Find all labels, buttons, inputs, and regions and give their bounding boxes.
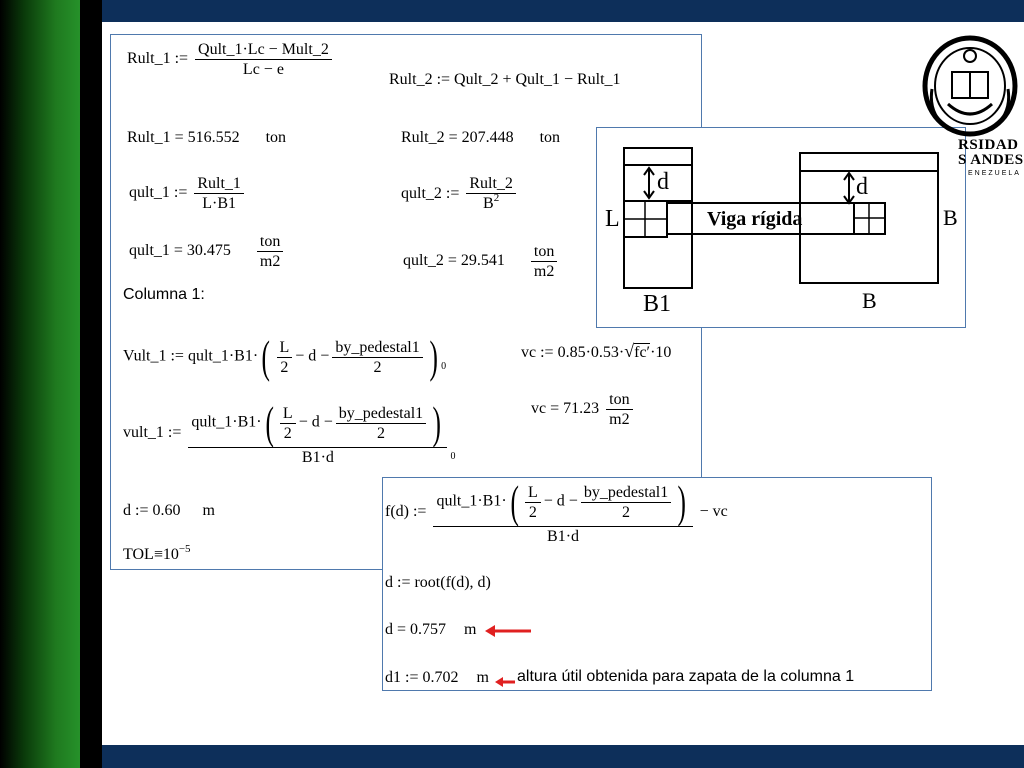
d-def-text: d := 0.60 xyxy=(123,502,181,519)
red-arrow-small-icon xyxy=(495,676,517,688)
red-arrow-icon xyxy=(485,624,533,638)
vult-small-denominator: B1·d xyxy=(301,449,334,466)
half-den: 2 xyxy=(528,503,537,521)
pedestal-fraction xyxy=(336,405,426,442)
vc-value-text: vc = 71.23 xyxy=(531,400,600,418)
half-den: 2 xyxy=(283,424,292,442)
qult1-unit-num: ton xyxy=(257,233,283,252)
rult2-unit: ton xyxy=(539,129,561,146)
logo-text-line2: S ANDES xyxy=(958,152,1024,168)
pedestal-den: 2 xyxy=(373,358,382,376)
f-num-prefix: qult_1·B1· xyxy=(436,492,507,510)
label-d-left: d xyxy=(657,169,669,195)
qult2-unit-den: m2 xyxy=(533,263,555,280)
half-num: L xyxy=(280,405,296,424)
d1-def-text: d1 := 0.702 xyxy=(385,669,459,686)
label-B: B xyxy=(862,288,877,313)
d-definition xyxy=(123,502,215,520)
right-paren: ) xyxy=(429,331,438,382)
d-unit: m xyxy=(202,502,215,519)
label-B1: B1 xyxy=(643,291,672,317)
qult1-numerator: Rult_1 xyxy=(194,175,244,194)
vc-unit-den: m2 xyxy=(609,411,630,428)
rult1-definition xyxy=(127,41,335,78)
vult1-definition xyxy=(123,331,447,382)
qult1-lhs: qult_1 := xyxy=(129,184,188,202)
d-root-definition: d := root(f(d), d) xyxy=(385,574,491,591)
vult1-half-fraction xyxy=(277,339,293,376)
half-den: 2 xyxy=(280,358,289,376)
left-black-stripe xyxy=(80,0,102,768)
left-paren: ( xyxy=(261,331,271,382)
minus-d: − d − xyxy=(295,347,330,365)
top-header-bar xyxy=(102,0,1024,22)
qult2-den-exp: 2 xyxy=(493,192,500,204)
d1-unit: m xyxy=(476,669,489,686)
footing-diagram-panel xyxy=(596,127,966,328)
tol-definition xyxy=(123,543,191,565)
vc-def-text: vc := 0.85·0.53· xyxy=(521,344,625,361)
half-fraction xyxy=(525,484,541,521)
rult1-denominator: Lc − e xyxy=(242,61,284,78)
rult1-fraction xyxy=(195,41,332,78)
qult2-fraction xyxy=(466,175,516,214)
right-paren: ) xyxy=(432,397,442,448)
pedestal-num: by_pedestal1 xyxy=(332,339,422,358)
half-num: L xyxy=(277,339,293,358)
pedestal-den: 2 xyxy=(622,503,631,521)
qult1-unit-den: m2 xyxy=(259,253,281,270)
label-L: L xyxy=(605,206,620,232)
label-d-right: d xyxy=(856,174,868,200)
mathcad-root-panel xyxy=(382,477,932,691)
vult1-small-definition xyxy=(123,397,456,466)
half-fraction xyxy=(280,405,296,442)
vult-small-fraction xyxy=(188,397,447,466)
left-paren: ( xyxy=(510,476,519,527)
vult1-lhs: Vult_1 := qult_1·B1· xyxy=(123,347,259,365)
f-denominator: B1·d xyxy=(547,528,580,545)
vc-unit-num: ton xyxy=(606,391,632,410)
f-fraction xyxy=(433,476,692,545)
tol-exp: −5 xyxy=(178,543,191,555)
qult2-unit-num: ton xyxy=(531,243,557,262)
qult1-fraction xyxy=(194,175,244,212)
qult2-value xyxy=(403,243,560,280)
pedestal-num: by_pedestal1 xyxy=(581,484,671,503)
rult1-lhs: Rult_1 := xyxy=(127,50,189,68)
university-logo xyxy=(918,34,1024,184)
f-numerator xyxy=(433,476,692,527)
qult2-den-base: B xyxy=(483,195,494,212)
rult1-value xyxy=(127,129,286,147)
label-B-side: B xyxy=(943,205,958,230)
vc-sqrt-arg: fc′ xyxy=(634,344,651,361)
vult1-sub: 0 xyxy=(441,360,447,372)
qult1-denominator: L·B1 xyxy=(202,195,237,212)
rult1-numerator: Qult_1·Lc − Mult_2 xyxy=(195,41,332,60)
footing-diagram xyxy=(597,128,965,327)
logo-text-line1: RSIDAD xyxy=(958,137,1019,153)
minus-d: − d − xyxy=(543,492,578,510)
vult-small-num-prefix: qult_1·B1· xyxy=(191,413,262,431)
qult2-numerator: Rult_2 xyxy=(466,175,516,194)
qult1-unit xyxy=(257,233,283,270)
vult-small-lhs: vult_1 := xyxy=(123,424,182,442)
d-root-value-text: d = 0.757 xyxy=(385,621,447,638)
qult1-definition xyxy=(129,175,247,212)
rult2-definition: Rult_2 := Qult_2 + Qult_1 − Rult_1 xyxy=(389,71,621,88)
minus-d: − d − xyxy=(298,413,333,431)
beam-label: Viga rígida xyxy=(707,208,803,230)
sqrt-icon: √ xyxy=(624,341,635,361)
f-definition xyxy=(385,476,728,545)
half-num: L xyxy=(525,484,541,503)
bottom-footer-bar xyxy=(102,745,1024,768)
d-root-unit: m xyxy=(464,621,477,638)
f-lhs: f(d) := xyxy=(385,503,427,521)
qult1-value-text: qult_1 = 30.475 xyxy=(129,242,231,260)
tol-text: TOL≡10 xyxy=(123,546,179,563)
qult1-value xyxy=(129,233,286,270)
columna-heading: Columna 1: xyxy=(123,286,205,303)
vc-value xyxy=(531,391,636,428)
rult1-value-text: Rult_1 = 516.552 xyxy=(127,129,240,146)
logo-text-line3: ENEZUELA xyxy=(968,170,1021,177)
qult2-definition xyxy=(401,175,519,214)
d1-note: altura útil obtenida para zapata de la columna 1 xyxy=(517,668,855,685)
pedestal-fraction xyxy=(581,484,671,521)
left-gradient-bar xyxy=(0,0,80,768)
university-seal-icon xyxy=(918,34,1024,144)
rult2-value xyxy=(401,129,560,147)
vult-small-sub: 0 xyxy=(450,451,456,463)
qult2-denominator xyxy=(480,194,502,214)
rult2-value-text: Rult_2 = 207.448 xyxy=(401,129,514,146)
vult1-pedestal-fraction xyxy=(332,339,422,376)
right-paren: ) xyxy=(677,476,687,527)
vc-definition xyxy=(521,342,671,362)
pedestal-num: by_pedestal1 xyxy=(336,405,426,424)
vc-unit xyxy=(606,391,632,428)
qult2-unit xyxy=(531,243,557,280)
vult-small-numerator xyxy=(188,397,447,448)
left-paren: ( xyxy=(265,397,274,448)
qult2-value-text: qult_2 = 29.541 xyxy=(403,252,505,270)
f-tail: − vc xyxy=(699,503,728,521)
qult2-lhs: qult_2 := xyxy=(401,185,460,203)
d-root-value xyxy=(385,621,476,639)
rult1-unit: ton xyxy=(265,129,287,146)
d1-definition xyxy=(385,669,489,687)
vc-tail: ·10 xyxy=(650,344,672,361)
pedestal-den: 2 xyxy=(376,424,385,442)
